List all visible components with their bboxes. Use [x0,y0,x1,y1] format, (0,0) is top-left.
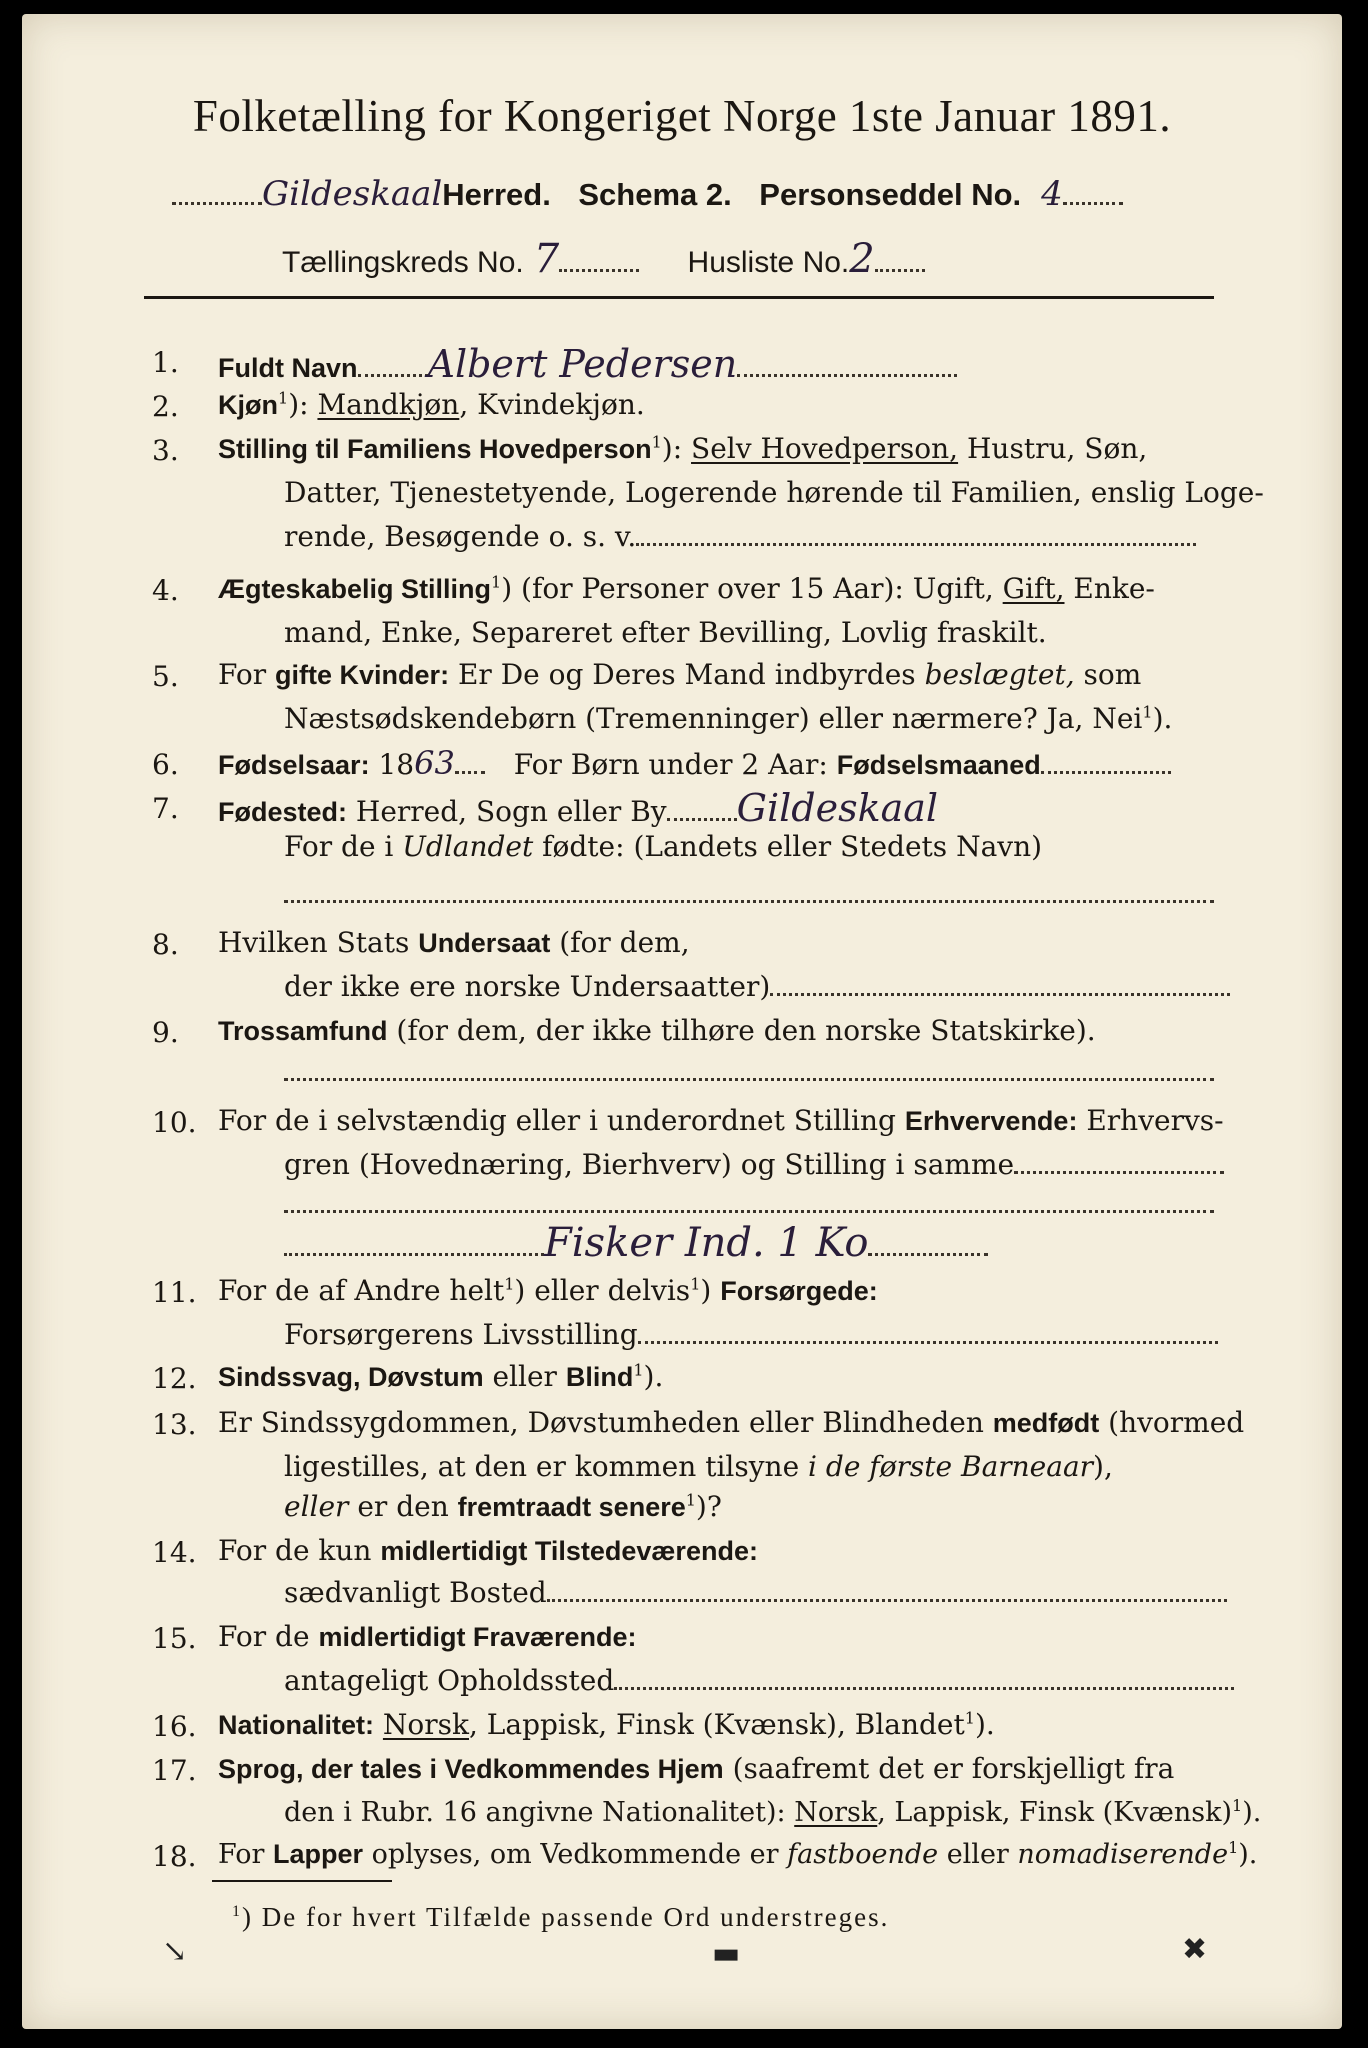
field-13-line3-a: eller [284,1490,349,1523]
field-1-line [218,342,957,386]
field-7-number: 7. [152,792,179,825]
field-3-label: Stilling til Familiens Hovedperson [218,434,652,464]
field-17-line2-a: den i Rubr. 16 angivne Nationalitet): [284,1797,795,1828]
field-4-text-c: Enke- [1064,572,1155,605]
field-6-line [218,744,1171,782]
field-17-line1 [218,1752,1174,1785]
taellingskreds-line [282,236,925,282]
footnote-rule [212,1880,392,1882]
field-10-text-a: For de i selvstændig eller i underordnet Stilling [218,1104,905,1137]
census-form-page [22,14,1342,2029]
field-14-line2 [284,1576,1227,1609]
field-4-number: 4. [152,574,179,607]
field-17-rest: (saafremt det er forskjelligt fra [723,1752,1175,1785]
field-13-sup: 1 [685,1490,696,1510]
field-6-label2: Fødselsmaaned [836,750,1041,780]
field-5-text-d: som [1074,658,1142,691]
field-8-line2 [284,970,1230,1003]
field-11-text-b: ) eller delvis [514,1274,691,1307]
field-7-line1 [218,786,938,830]
field-2-line: Kjøn$^1$): Mandkjøn, Kvindekjøn. [218,388,645,421]
field-2-label: Kjøn [218,390,278,420]
field-18-number: 18. [152,1840,197,1873]
field-5-label: gifte Kvinder: [275,660,450,690]
field-17-number: 17. [152,1754,197,1787]
field-14-line1 [218,1534,758,1567]
field-15-line2-text: antageligt Opholdssted [284,1664,615,1697]
corner-mark-left-icon: ↘ [162,1934,188,1969]
field-2-number: 2. [152,390,179,423]
field-8-line2-text: der ikke ere norske Undersaatter) [284,970,771,1003]
field-1-label: Fuldt Navn [218,353,358,383]
field-15-line1 [218,1620,637,1653]
field-4-option-selected: Gift, [1002,572,1065,605]
footnote-text: ) De for hvert Tilfælde passende Ord understreges. [242,1902,890,1932]
field-16-number: 16. [152,1710,197,1743]
field-13-line2-a: ligestilles, at den er kommen tilsyne [284,1450,809,1483]
field-8-number: 8. [152,928,179,961]
footnote [232,1902,889,1933]
field-6-text: For Børn under 2 Aar: [513,748,837,781]
field-13-line3-b: er den [348,1490,458,1523]
field-17-label: Sprog, der tales i Vedkommendes Hjem [218,1754,724,1784]
field-5-line2-text: Næstsødskendebørn (Tremenninger) eller nærmere? Ja, Nei [284,702,1143,735]
field-5-text-b: Er De og Deres Mand indbyrdes [449,658,925,691]
field-17-option-selected: Norsk [794,1797,878,1828]
field-16-rest: , Lappisk, Finsk (Kvænsk), Blandet [469,1708,965,1741]
field-9-line [218,1014,1096,1047]
field-10-number: 10. [152,1106,197,1139]
field-18-label: Lapper [273,1839,364,1869]
field-17-line2: den i Rubr. 16 angivne Nationalitet): Norsk, Lappisk, Finsk (Kvænsk)$^1$). [284,1796,1262,1828]
field-11-text-a: For de af Andre helt [218,1274,505,1307]
field-2-sup: 1 [278,388,289,408]
field-6-prefix: 18 [378,748,415,781]
husliste-label: Husliste No. [687,246,850,279]
field-9-number: 9. [152,1016,179,1049]
field-3-sup: 1 [651,432,662,452]
field-11-sup-a: 1 [504,1274,515,1294]
field-6-label: Fødselsaar: [218,750,370,780]
field-5-line2: Næstsødskendebørn (Tremenninger) eller nærmere? Ja, Nei$^1$). [284,702,1173,735]
field-17-line2-c: , Lappisk, Finsk (Kvænsk) [877,1797,1233,1828]
field-10-line1 [218,1104,1224,1137]
field-15-text-a: For de [218,1620,319,1653]
field-6-value: 63 [414,744,455,782]
field-16-label: Nationalitet: [218,1710,375,1740]
field-13-line3 [284,1490,722,1523]
field-3-line1 [218,432,1147,465]
field-3-line3-text: rende, Besøgende o. s. v. [284,520,637,553]
field-5-line1 [218,658,1141,691]
field-16-sup: 1 [964,1708,975,1728]
field-7-line2-b: Udlandet [402,830,534,863]
field-18-text-f: nomadiserende [1017,1839,1229,1870]
field-14-text-a: For de kun [218,1534,381,1567]
field-13-line3-label: fremtraadt senere [457,1492,686,1522]
field-1-number: 1. [152,346,179,379]
field-18-text-c: oplyses, om Vedkommende er [363,1839,788,1870]
field-13-line2-b: i de første Barneaar [808,1450,1094,1483]
field-13-line1 [218,1406,1244,1439]
field-3-option-selected: Selv Hovedperson, [691,432,959,465]
header-rule [144,296,1214,299]
field-13-line3-d: )? [695,1490,722,1523]
herred-label: Herred. [442,177,551,212]
field-10-value: Fisker Ind. 1 Ko [544,1220,869,1266]
field-5-number: 5. [152,660,179,693]
field-12-label: Sindssvag, Døvstum [218,1362,484,1392]
field-10-text-c: Erhvervs- [1077,1104,1224,1137]
field-11-label: Forsørgede: [720,1276,878,1306]
husliste-value: 2 [849,236,875,282]
field-12-label2: Blind [565,1362,634,1392]
field-12-end: ). [643,1360,664,1393]
field-2-option-rest: , Kvindekjøn. [459,388,645,421]
field-18-text-e: eller [938,1839,1018,1870]
field-3-text-c: Hustru, Søn, [958,432,1148,465]
taellingskreds-value: 7 [533,236,560,282]
field-8-text-c: (for dem, [550,926,690,959]
field-9-line2 [284,1054,1214,1089]
field-4-text-a: ) (for Personer over 15 Aar): Ugift, [501,572,1003,605]
field-11-number: 11. [152,1276,197,1309]
field-8-label: Undersaat [418,928,551,958]
field-9-text: (for dem, der ikke tilhøre den norske Statskirke). [387,1014,1096,1047]
field-8-text-a: Hvilken Stats [218,926,419,959]
field-10-line2-text: gren (Hovednæring, Bierhverv) og Stilling i samme [284,1148,1015,1181]
field-12-text: eller [483,1360,566,1393]
footnote-sup: 1 [232,1903,242,1920]
field-3-text-a: ): [661,432,683,465]
field-18-text-a: For [218,1839,274,1870]
field-15-number: 15. [152,1622,197,1655]
field-7-line2-a: For de i [284,830,403,863]
field-4-line1 [218,572,1155,605]
field-5-text-c: beslægtet, [924,658,1075,691]
field-3-line3 [284,520,1196,553]
center-mark-icon: ▬ [712,1936,741,1971]
corner-mark-right-icon: ✖ [1182,1932,1208,1967]
field-11-line2 [284,1318,1218,1351]
field-13-label: medfødt [992,1408,1100,1438]
field-9-label: Trossamfund [218,1016,388,1046]
schema-label: Schema 2. [578,177,732,212]
field-16-option-selected: Norsk [382,1708,469,1741]
field-11-line2-text: Forsørgerens Livsstilling [284,1318,638,1351]
field-7-line2 [284,830,1042,863]
field-17-sup: 1 [1232,1796,1243,1815]
personseddel-value: 4 [1041,174,1063,214]
field-10-line3 [284,1186,1214,1221]
field-13-line2 [284,1450,1113,1483]
field-8-line1 [218,926,690,959]
taellingskreds-label: Tællingskreds No. [282,246,524,279]
personseddel-label: Personseddel No. [759,177,1022,212]
field-18-line: For Lapper oplyses, om Vedkommende er fastboende eller nomadiserende$^1$). [218,1838,1258,1870]
field-15-line2 [284,1664,1234,1697]
field-7-value: Gildeskaal [736,786,939,830]
field-11-sup-b: 1 [690,1274,701,1294]
field-11-line1 [218,1274,878,1307]
form-title: Folketælling for Kongeriget Norge 1ste Januar 1891. [192,91,1172,141]
field-5-text-a: For [218,658,276,691]
field-7-label: Fødested: [218,797,348,827]
field-11-text-c: ) [700,1274,721,1307]
field-4-line2: mand, Enke, Separeret efter Bevilling, Lovlig fraskilt. [284,616,1047,649]
field-13-line2-c: ), [1093,1450,1113,1483]
field-12-number: 12. [152,1362,197,1395]
field-14-label: midlertidigt Tilstedeværende: [380,1536,758,1566]
field-10-line4 [284,1220,988,1266]
field-1-value: Albert Pedersen [427,342,738,386]
field-15-label: midlertidigt Fraværende: [318,1622,637,1652]
field-10-line2 [284,1148,1224,1181]
herred-value: Gildeskaal [262,174,443,214]
herred-line [172,174,1123,214]
field-10-label: Erhvervende: [904,1106,1078,1136]
field-13-text-a: Er Sindssygdommen, Døvstumheden eller Blindheden [218,1406,993,1439]
field-16-line: Nationalitet: Norsk, Lappisk, Finsk (Kvænsk), Blandet$^1$). [218,1708,995,1741]
field-14-number: 14. [152,1536,197,1569]
field-18-sup: 1 [1228,1838,1239,1857]
field-4-label: Ægteskabelig Stilling [218,574,492,604]
field-12-sup: 1 [633,1360,644,1380]
field-13-text-c: (hvormed [1099,1406,1245,1439]
field-7-line2-c: fødte: (Landets eller Stedets Navn) [533,830,1043,863]
field-12-line [218,1360,663,1393]
field-4-sup: 1 [491,572,502,592]
field-7-text: Herred, Sogn eller By [347,795,667,828]
field-6-number: 6. [152,748,179,781]
field-3-line2: Datter, Tjenestetyende, Logerende hørende til Familien, enslig Loge- [284,476,1264,509]
field-2-option-selected: Mandkjøn [317,388,460,421]
field-7-line3 [284,876,1214,911]
field-5-sup: 1 [1142,702,1153,722]
field-14-line2-text: sædvanligt Bosted [284,1576,547,1609]
field-13-number: 13. [152,1408,197,1441]
field-18-text-d: fastboende [787,1839,939,1870]
field-3-number: 3. [152,434,179,467]
